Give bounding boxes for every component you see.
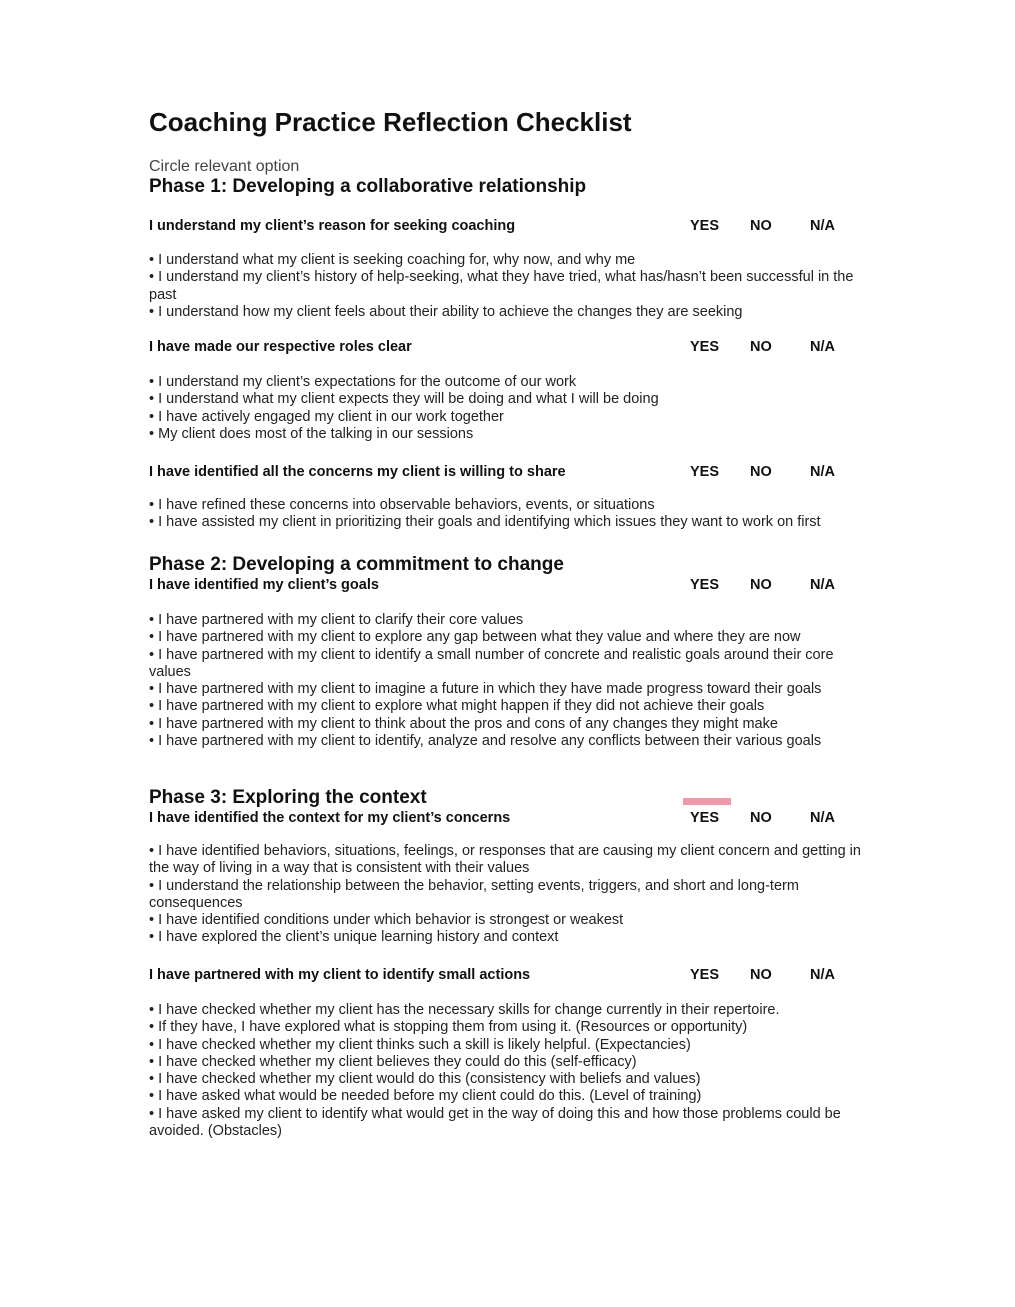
checklist-item-3 — [149, 462, 869, 482]
item-5-no-option[interactable]: NO — [750, 810, 772, 826]
bullet-item: • I have identified behaviors, situations, feelings, or responses that are causing my client concern and getting in the way of living in a way that is consistent with their values — [149, 843, 871, 878]
phase-3-heading: Phase 3: Exploring the context — [149, 787, 427, 808]
checklist-item-1 — [149, 216, 869, 236]
bullet-item: • I have explored the client’s unique learning history and context — [149, 929, 871, 946]
bullet-item: • I have refined these concerns into observable behaviors, events, or situations — [149, 497, 871, 514]
item-5-bullets — [149, 843, 871, 947]
item-1-yes-option[interactable]: YES — [690, 218, 720, 234]
item-6-na-option[interactable]: N/A — [810, 967, 835, 983]
item-1-na-option[interactable]: N/A — [810, 218, 835, 234]
item-4-no-option[interactable]: NO — [750, 577, 772, 593]
checklist-item-4 — [149, 575, 869, 595]
checklist-item-5 — [149, 808, 869, 828]
item-4-yes-option[interactable]: YES — [690, 577, 720, 593]
bullet-item: • I have assisted my client in prioritizing their goals and identifying which issues they want to work on first — [149, 514, 871, 531]
item-3-no-option[interactable]: NO — [750, 464, 772, 480]
item-1-title: I understand my client’s reason for seeking coaching — [149, 218, 516, 234]
item-2-bullets — [149, 374, 871, 443]
bullet-item: • I have asked my client to identify what would get in the way of doing this and how those problems could be avoided. (Obstacles) — [149, 1106, 871, 1141]
item-5-yes-option[interactable] — [690, 808, 719, 828]
item-5-na-option[interactable]: N/A — [810, 810, 835, 826]
bullet-item: • I have actively engaged my client in our work together — [149, 409, 871, 426]
phase-1-heading: Phase 1: Developing a collaborative relationship — [149, 176, 587, 197]
item-6-yes-option[interactable]: YES — [690, 967, 720, 983]
item-1-bullets — [149, 252, 871, 321]
item-4-title: I have identified my client’s goals — [149, 577, 379, 593]
bullet-item: • I have partnered with my client to clarify their core values — [149, 612, 871, 629]
bullet-item: • If they have, I have explored what is stopping them from using it. (Resources or opportunity) — [149, 1019, 871, 1036]
bullet-item: • I understand my client’s history of help-seeking, what they have tried, what has/hasn’t been successful in the past — [149, 269, 871, 304]
document-title: Coaching Practice Reflection Checklist — [149, 107, 632, 137]
item-1-no-option[interactable]: NO — [750, 218, 772, 234]
item-3-na-option[interactable]: N/A — [810, 464, 835, 480]
bullet-item: • I have asked what would be needed before my client could do this. (Level of training) — [149, 1088, 871, 1105]
checklist-item-2 — [149, 337, 869, 357]
item-2-no-option[interactable]: NO — [750, 339, 772, 355]
item-2-title: I have made our respective roles clear — [149, 339, 412, 355]
bullet-item: • I have partnered with my client to explore what might happen if they did not achieve their goals — [149, 698, 871, 715]
bullet-item: • I have identified conditions under which behavior is strongest or weakest — [149, 912, 871, 929]
item-6-title: I have partnered with my client to identify small actions — [149, 967, 531, 983]
bullet-item: • I understand the relationship between the behavior, setting events, triggers, and short and long-term consequences — [149, 878, 871, 913]
bullet-item: • I have partnered with my client to imagine a future in which they have made progress toward their goals — [149, 681, 871, 698]
bullet-item: • I have checked whether my client would do this (consistency with beliefs and values) — [149, 1071, 871, 1088]
item-6-no-option[interactable]: NO — [750, 967, 772, 983]
bullet-item: • I understand my client’s expectations for the outcome of our work — [149, 374, 871, 391]
bullet-item: • I have partnered with my client to identify a small number of concrete and realistic goals around their core values — [149, 647, 871, 682]
bullet-item: • My client does most of the talking in our sessions — [149, 426, 871, 443]
item-3-title: I have identified all the concerns my client is willing to share — [149, 464, 566, 480]
bullet-item: • I understand what my client is seeking coaching for, why now, and why me — [149, 252, 871, 269]
highlight-mark — [683, 798, 731, 805]
bullet-item: • I have checked whether my client has the necessary skills for change currently in their repertoire. — [149, 1002, 871, 1019]
item-2-na-option[interactable]: N/A — [810, 339, 835, 355]
item-4-na-option[interactable]: N/A — [810, 577, 835, 593]
item-5-title: I have identified the context for my client’s concerns — [149, 810, 511, 826]
item-4-bullets — [149, 612, 871, 750]
item-6-bullets — [149, 1002, 871, 1140]
phase-2-heading: Phase 2: Developing a commitment to change — [149, 554, 564, 575]
instruction-text: Circle relevant option — [149, 158, 300, 175]
item-2-yes-option[interactable]: YES — [690, 339, 720, 355]
bullet-item: • I have checked whether my client believes they could do this (self-efficacy) — [149, 1054, 871, 1071]
checklist-item-6 — [149, 965, 869, 985]
item-3-yes-option[interactable]: YES — [690, 464, 720, 480]
bullet-item: • I understand what my client expects they will be doing and what I will be doing — [149, 391, 871, 408]
bullet-item: • I understand how my client feels about their ability to achieve the changes they are seeking — [149, 304, 871, 321]
bullet-item: • I have checked whether my client thinks such a skill is likely helpful. (Expectancies) — [149, 1037, 871, 1054]
item-5-yes-label: YES — [690, 810, 720, 826]
bullet-item: • I have partnered with my client to think about the pros and cons of any changes they might make — [149, 716, 871, 733]
bullet-item: • I have partnered with my client to explore any gap between what they value and where they are now — [149, 629, 871, 646]
bullet-item: • I have partnered with my client to identify, analyze and resolve any conflicts between their various goals — [149, 733, 871, 750]
item-3-bullets — [149, 497, 871, 532]
